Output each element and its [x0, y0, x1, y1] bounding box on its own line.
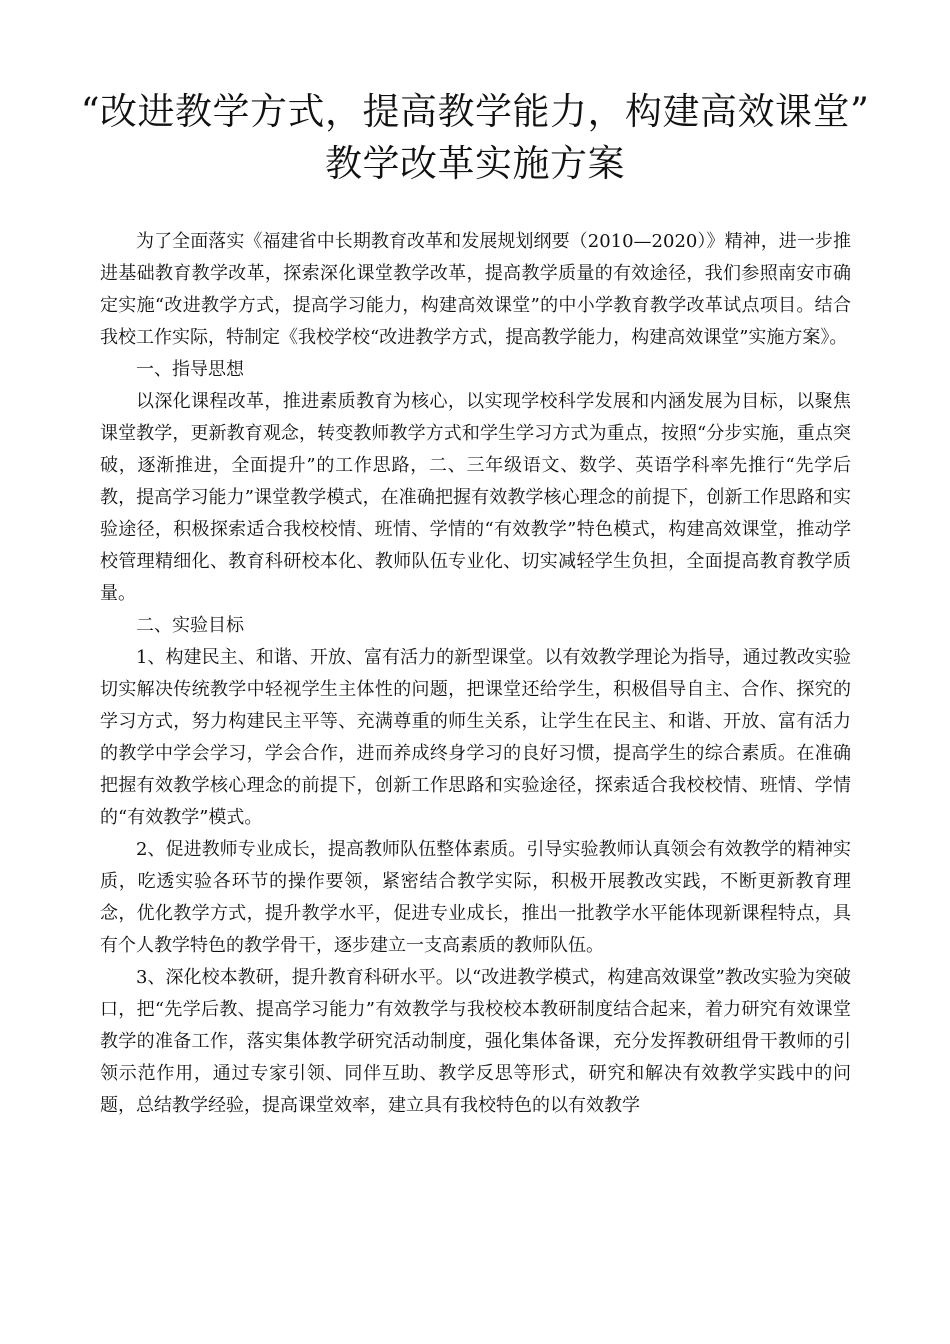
- document-body: [100, 226, 851, 1122]
- goal-paragraph-3: 3、深化校本教研，提升教育科研水平。以“改进教学模式，构建高效课堂”教改实验为突破口，把“先学后教、提高学习能力”有效教学与我校校本教研制度结合起来，着力研究有效课堂教学的准备工作，落实集体教学研究活动制度，强化集体备课，充分发挥教研组骨干教师的引领示范作用，通过专家引领、同伴互助、教学反思等形式，研究和解决有效教学实践中的问题，总结教学经验，提高课堂效率，建立具有我校特色的以有效教学: [100, 967, 851, 1116]
- goal-paragraph-1: 1、构建民主、和谐、开放、富有活力的新型课堂。以有效教学理论为指导，通过教改实验切实解决传统教学中轻视学生主体性的问题，把课堂还给学生，积极倡导自主、合作、探究的学习方式，努力构建民主平等、充满尊重的师生关系，让学生在民主、和谐、开放、富有活力的教学中学会学习，学会合作，进而养成终身学习的良好习惯，提高学生的综合素质。在准确把握有效教学核心理念的前提下，创新工作思路和实验途径，探索适合我校校情、班情、学情的“有效教学”模式。: [100, 647, 851, 828]
- intro-paragraph: 为了全面落实《福建省中长期教育改革和发展规划纲要（2010—2020）》精神，进一步推进基础教育教学改革，探索深化课堂教学改革，提高教学质量的有效途径，我们参照南安市确定实施“改进教学方式，提高学习能力，构建高效课堂”的中小学教育教学改革试点项目。结合我校工作实际，特制定《我校学校“改进教学方式，提高教学能力，构建高效课堂”实施方案》。: [100, 231, 851, 348]
- section-heading-guiding-ideology: 一、指导思想: [136, 359, 244, 380]
- guiding-ideology-paragraph: 以深化课程改革，推进素质教育为核心，以实现学校科学发展和内涵发展为目标，以聚焦课堂教学，更新教育观念，转变教师教学方式和学生学习方式为重点，按照“分步实施，重点突破，逐渐推进，全面提升”的工作思路，二、三年级语文、数学、英语学科率先推行“先学后教，提高学习能力”课堂教学模式，在准确把握有效教学核心理念的前提下，创新工作思路和实验途径，积极探索适合我校校情、班情、学情的“有效教学”特色模式，构建高效课堂，推动学校管理精细化、教育科研校本化、教师队伍专业化、切实减轻学生负担，全面提高教育教学质量。: [100, 391, 851, 604]
- document-title-line-2: 教学改革实施方案: [325, 142, 625, 185]
- section-heading-experiment-goals: 二、实验目标: [136, 615, 244, 636]
- goal-paragraph-2: 2、促进教师专业成长，提高教师队伍整体素质。引导实验教师认真领会有效教学的精神实质，吃透实验各环节的操作要领，紧密结合教学实际，积极开展教改实践，不断更新教育理念，优化教学方式，提升教学水平，促进专业成长，推出一批教学水平能体现新课程特点，具有个人教学特色的教学骨干，逐步建立一支高素质的教师队伍。: [100, 839, 851, 956]
- document-title-line-1: “改进教学方式，提高教学能力，构建高效课堂”: [80, 90, 870, 133]
